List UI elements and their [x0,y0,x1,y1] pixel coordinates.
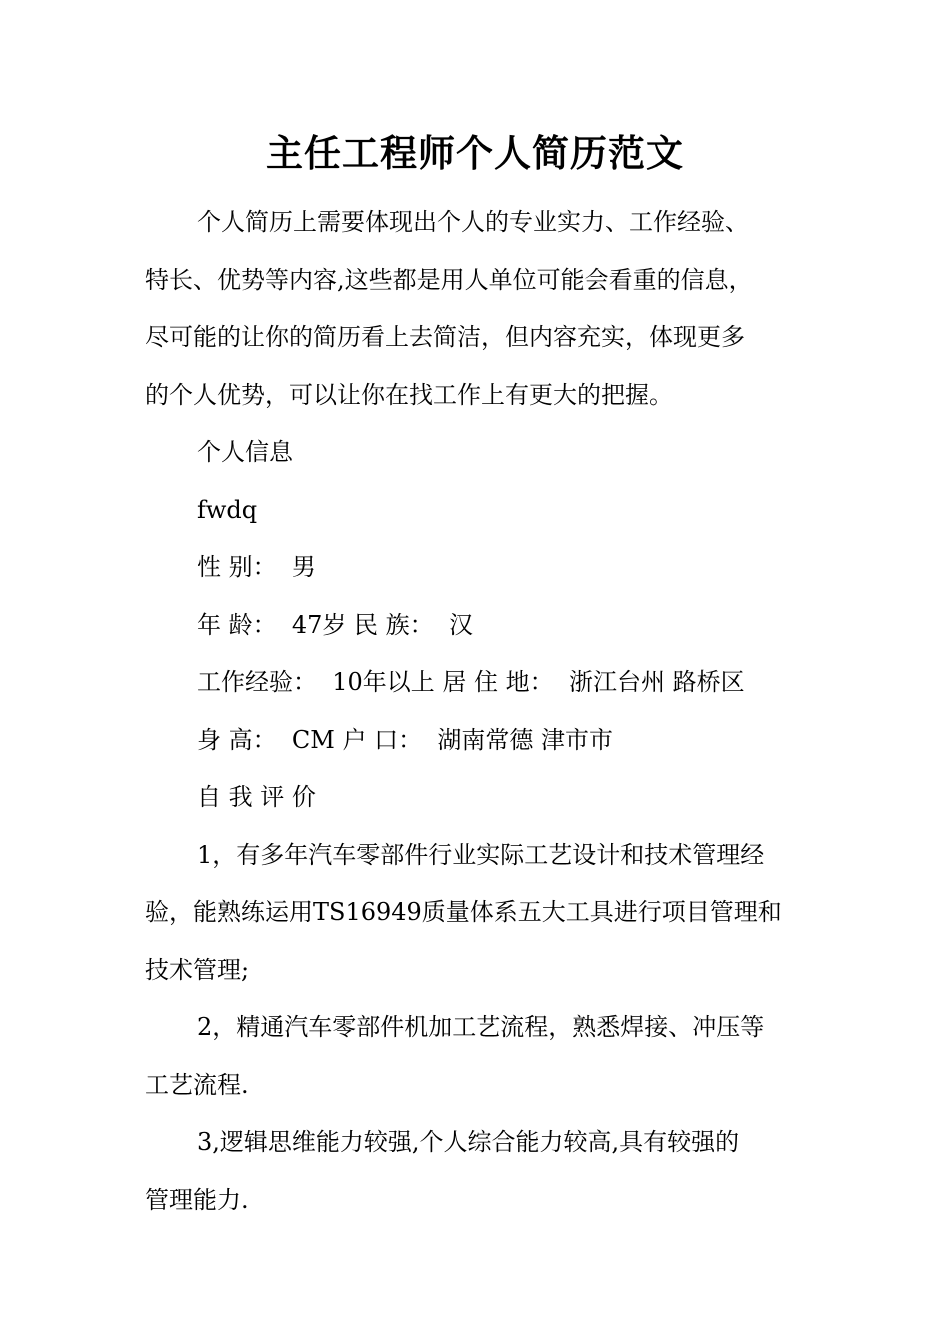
experience-line: 工作经验： 10年以上 居 住 地： 浙江台州 路桥区 [197,668,745,696]
eval-3-line: 管理能力. [145,1185,249,1214]
age-line: 年 龄： 47岁 民 族： 汉 [197,610,473,639]
height-line: 身 高： CM 户 口： 湖南常德 津市市 [197,725,613,754]
eval-1-line: 验，能熟练运用TS16949质量体系五大工具进行项目管理和 [145,898,782,926]
eval-1-line: 技术管理; [145,955,250,984]
document-title: 主任工程师个人简历范文 [266,131,684,175]
document-body [145,194,810,1229]
intro-line: 个人简历上需要体现出个人的专业实力、工作经验、 [197,208,749,236]
intro-line: 尽可能的让你的简历看上去简洁，但内容充实，体现更多 [145,323,745,351]
intro-line: 特长、优势等内容,这些都是用人单位可能会看重的信息， [145,265,753,294]
eval-2-line: 工艺流程. [145,1070,249,1099]
self-eval-heading: 自 我 评 价 [197,783,316,811]
personal-info-heading: 个人信息 [197,438,293,466]
eval-1-line: 1，有多年汽车零部件行业实际工艺设计和技术管理经 [197,840,765,869]
name-value: fwdq [197,495,258,524]
eval-3-line: 3,逻辑思维能力较强,个人综合能力较高,具有较强的 [197,1128,740,1156]
gender-line: 性 别： 男 [197,553,316,581]
eval-2-line: 2，精通汽车零部件机加工艺流程，熟悉焊接、冲压等 [197,1013,765,1041]
intro-line: 的个人优势，可以让你在找工作上有更大的把握。 [145,380,673,409]
